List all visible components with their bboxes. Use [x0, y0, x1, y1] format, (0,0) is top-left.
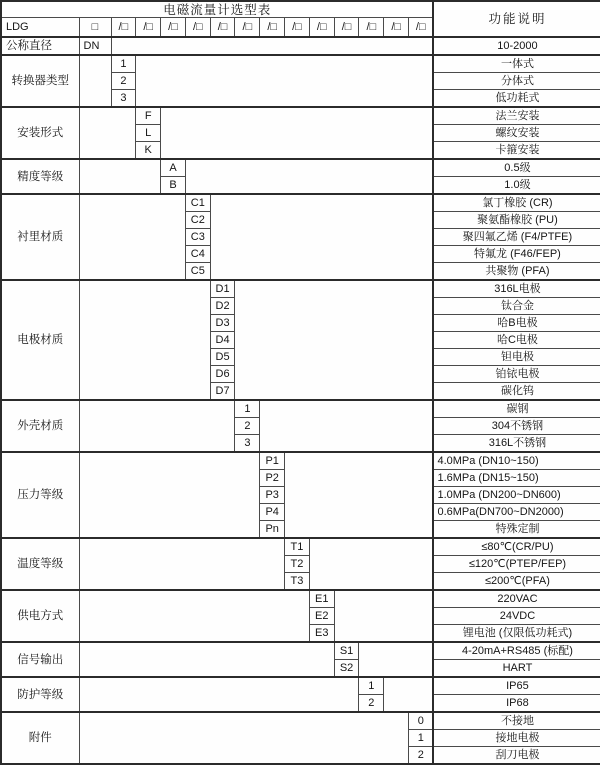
option-desc: 1.0级 — [433, 177, 600, 195]
option-code: P2 — [260, 470, 285, 487]
group-label: 电极材质 — [1, 280, 79, 400]
option-code: D6 — [210, 366, 235, 383]
spacer-right — [185, 159, 433, 194]
option-code: 3 — [111, 90, 136, 108]
option-code: Pn — [260, 521, 285, 539]
option-desc: ≤80℃(CR/PU) — [433, 538, 600, 556]
group-label: 转换器类型 — [1, 55, 79, 107]
spacer-right — [161, 107, 434, 159]
group-label: 衬里材质 — [1, 194, 79, 280]
option-code: E3 — [309, 625, 334, 643]
spacer-right — [384, 677, 434, 712]
option-desc: ≤200℃(PFA) — [433, 573, 600, 591]
option-desc: 聚四氟乙烯 (F4/PTFE) — [433, 229, 600, 246]
option-desc: ≤120℃(PTEP/FEP) — [433, 556, 600, 573]
option-desc: 不接地 — [433, 712, 600, 730]
option-desc: 碳化钨 — [433, 383, 600, 401]
option-desc: 碳钢 — [433, 400, 600, 418]
group-label: 温度等级 — [1, 538, 79, 590]
spacer-left — [79, 159, 161, 194]
spacer-right — [285, 452, 434, 538]
model-slash-box: /□ — [111, 18, 136, 38]
option-code: P4 — [260, 504, 285, 521]
model-box: □ — [79, 18, 111, 38]
option-code: C4 — [185, 246, 210, 263]
option-code: T2 — [285, 556, 310, 573]
option-desc: 0.5级 — [433, 159, 600, 177]
spacer-left — [79, 400, 235, 452]
model-slash-box: /□ — [161, 18, 186, 38]
option-desc: 氯丁橡胶 (CR) — [433, 194, 600, 212]
option-desc: 螺纹安装 — [433, 125, 600, 142]
option-desc: 4-20mA+RS485 (标配) — [433, 642, 600, 660]
spacer-left — [79, 280, 210, 400]
option-desc: 钛合金 — [433, 298, 600, 315]
option-desc: 304不锈钢 — [433, 418, 600, 435]
spacer — [111, 37, 433, 55]
option-code: 0 — [409, 712, 434, 730]
diameter-desc: 10-2000 — [433, 37, 600, 55]
table-title: 电磁流量计选型表 — [1, 1, 433, 18]
option-desc: 锂电池 (仅限低功耗式) — [433, 625, 600, 643]
group-label: 精度等级 — [1, 159, 79, 194]
option-desc: 铂铱电极 — [433, 366, 600, 383]
spacer-left — [79, 590, 309, 642]
spacer-left — [79, 677, 359, 712]
option-code: 2 — [359, 695, 384, 713]
option-code: C1 — [185, 194, 210, 212]
option-code: C2 — [185, 212, 210, 229]
option-code: C5 — [185, 263, 210, 281]
option-code: K — [136, 142, 161, 160]
model-slash-box: /□ — [136, 18, 161, 38]
option-desc: 聚氨酯橡胶 (PU) — [433, 212, 600, 229]
option-desc: HART — [433, 660, 600, 678]
spacer-right — [334, 590, 433, 642]
option-desc: 1.6MPa (DN15~150) — [433, 470, 600, 487]
option-desc: 24VDC — [433, 608, 600, 625]
group-label: 附件 — [1, 712, 79, 764]
diameter-code: DN — [79, 37, 111, 55]
option-desc: 4.0MPa (DN10~150) — [433, 452, 600, 470]
spacer-left — [79, 107, 136, 159]
option-code: D4 — [210, 332, 235, 349]
option-desc: 哈B电极 — [433, 315, 600, 332]
option-desc: 316L电极 — [433, 280, 600, 298]
option-desc: 共聚物 (PFA) — [433, 263, 600, 281]
spacer-right — [359, 642, 433, 677]
model-slash-box: /□ — [409, 18, 434, 38]
option-code: D3 — [210, 315, 235, 332]
group-label: 外壳材质 — [1, 400, 79, 452]
option-code: B — [161, 177, 186, 195]
option-desc: 分体式 — [433, 73, 600, 90]
option-desc: 卡箍安装 — [433, 142, 600, 160]
option-code: 1 — [409, 730, 434, 747]
option-code: 2 — [111, 73, 136, 90]
model-slash-box: /□ — [210, 18, 235, 38]
option-desc: IP65 — [433, 677, 600, 695]
option-desc: 哈C电极 — [433, 332, 600, 349]
option-desc: 316L不锈钢 — [433, 435, 600, 453]
option-code: T1 — [285, 538, 310, 556]
spacer-right — [136, 55, 434, 107]
option-code: S1 — [334, 642, 359, 660]
group-label: 压力等级 — [1, 452, 79, 538]
spacer-right — [309, 538, 433, 590]
model-slash-box: /□ — [260, 18, 285, 38]
option-code: D7 — [210, 383, 235, 401]
option-code: E2 — [309, 608, 334, 625]
option-code: E1 — [309, 590, 334, 608]
spacer-left — [79, 194, 185, 280]
option-desc: 220VAC — [433, 590, 600, 608]
option-desc: 一体式 — [433, 55, 600, 73]
option-code: 3 — [235, 435, 260, 453]
model-slash-box: /□ — [384, 18, 409, 38]
model-slash-box: /□ — [235, 18, 260, 38]
option-desc: 1.0MPa (DN200~DN600) — [433, 487, 600, 504]
option-code: 1 — [359, 677, 384, 695]
model-prefix: LDG — [1, 18, 79, 38]
model-slash-box: /□ — [334, 18, 359, 38]
option-code: A — [161, 159, 186, 177]
option-desc: 0.6MPa(DN700~DN2000) — [433, 504, 600, 521]
function-column-header: 功能说明 — [433, 1, 600, 37]
option-code: P1 — [260, 452, 285, 470]
spacer-left — [79, 642, 334, 677]
option-code: T3 — [285, 573, 310, 591]
option-code: D5 — [210, 349, 235, 366]
model-slash-box: /□ — [185, 18, 210, 38]
option-desc: 钽电极 — [433, 349, 600, 366]
group-label: 防护等级 — [1, 677, 79, 712]
diameter-label: 公称直径 — [1, 37, 79, 55]
group-label: 供电方式 — [1, 590, 79, 642]
option-code: 2 — [235, 418, 260, 435]
option-desc: 接地电极 — [433, 730, 600, 747]
option-code: D1 — [210, 280, 235, 298]
option-code: C3 — [185, 229, 210, 246]
spacer-left — [79, 538, 285, 590]
group-label: 信号输出 — [1, 642, 79, 677]
option-desc: 法兰安装 — [433, 107, 600, 125]
option-desc: 特殊定制 — [433, 521, 600, 539]
option-desc: 低功耗式 — [433, 90, 600, 108]
option-code: F — [136, 107, 161, 125]
option-code: 1 — [235, 400, 260, 418]
spacer-right — [260, 400, 434, 452]
model-slash-box: /□ — [309, 18, 334, 38]
spacer-right — [235, 280, 433, 400]
option-code: S2 — [334, 660, 359, 678]
spacer-left — [79, 712, 409, 764]
option-desc: 刮刀电极 — [433, 747, 600, 765]
option-desc: 特氟龙 (F46/FEP) — [433, 246, 600, 263]
model-slash-box: /□ — [285, 18, 310, 38]
option-code: 2 — [409, 747, 434, 765]
spacer-left — [79, 452, 260, 538]
spacer-left — [79, 55, 111, 107]
spacer-right — [210, 194, 433, 280]
option-desc: IP68 — [433, 695, 600, 713]
option-code: D2 — [210, 298, 235, 315]
option-code: L — [136, 125, 161, 142]
group-label: 安装形式 — [1, 107, 79, 159]
option-code: P3 — [260, 487, 285, 504]
model-slash-box: /□ — [359, 18, 384, 38]
option-code: 1 — [111, 55, 136, 73]
